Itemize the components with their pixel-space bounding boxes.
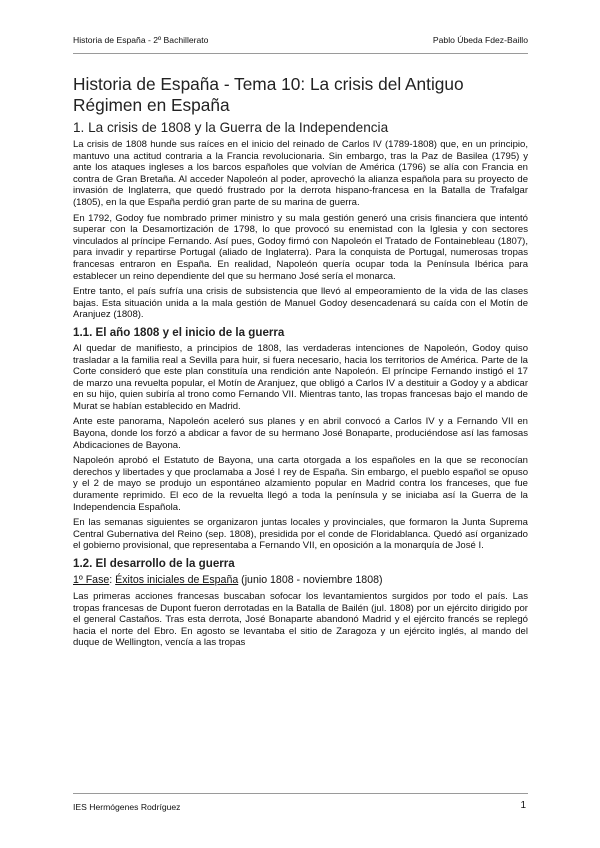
section-1-heading: 1. La crisis de 1808 y la Guerra de la Independencia bbox=[73, 120, 389, 135]
phase-1-dates: (junio 1808 - noviembre 1808) bbox=[238, 574, 383, 586]
page-content bbox=[73, 74, 528, 653]
phase-1-title: Éxitos iniciales de España bbox=[115, 574, 239, 586]
section-1-1-heading: 1.1. El año 1808 y el inicio de la guerra bbox=[73, 325, 285, 339]
section-1-paragraph-2: En 1792, Godoy fue nombrado primer ministro y su mala gestión generó una crisis financiera que intentó superar con la Desamortización de 1798, lo que provocó su enemistad con la Iglesia y con sectores vinculados al príncipe Fernando. Así pues, Godoy firmó con Napoleón el Tratado de Fontainebleau (1807), para invadir y repartirse Portugal (aliado de Inglaterra). Para la conquista de Portugal, numerosas tropas francesas entraron en España. En realidad, Napoleón quería ocupar toda la Península Ibérica para establecer un reino dependiente del que su hermano José sería el monarca. bbox=[73, 212, 528, 282]
page-footer bbox=[73, 793, 528, 816]
section-1-1-paragraph-4: En las semanas siguientes se organizaron juntas locales y provinciales, que formaron la Junta Suprema Central Gubernativa del Reino (sep. 1808), presidida por el conde de Floridablanca. Quedó así organizado el gobierno provisional, que representaba a Fernando VII, en oposición a la monarquía de José I. bbox=[73, 517, 528, 552]
phase-1-label: 1º Fase bbox=[73, 574, 110, 586]
section-1-paragraph-1: La crisis de 1808 hunde sus raíces en el inicio del reinado de Carlos IV (1789-1808) que, en un principio, mantuvo una actitud contraria a la Francia revolucionaria. Sin embargo, tras la Paz de Basilea (1795) y ante los ataques ingleses a los barcos españoles que volvían de América (1796) se alía con Francia en contra de Gran Bretaña. Al acceder Napoleón al poder, aprovechó la alianza española para su proyecto de invasión de Inglaterra, que quedó frustrado por la derrota hispano-francesa en la Batalla de Trafalgar (1805), en la que España perdió gran parte de su marina de guerra. bbox=[73, 139, 528, 208]
phase-1-separator: : bbox=[109, 574, 116, 586]
phase-1-line bbox=[73, 574, 528, 587]
section-1-2-paragraph-1: Las primeras acciones francesas buscaban sofocar los levantamientos surgidos por todo el país. Las tropas francesas de Dupont fueron derrotadas en la Batalla de Bailén (jul. 1808) por un ejército dirigido por el general Castaños. Tras esta derrota, José Bonaparte abandonó Madrid y el ejército francés se replegó hacia el norte del Ebro. En agosto se levantaba el sitio de Zaragoza y un ejército inglés, al mando del duque de Wellington, vencía a las tropas bbox=[73, 591, 528, 649]
page-header bbox=[73, 35, 528, 54]
section-1-1-paragraph-3: Napoleón aprobó el Estatuto de Bayona, una carta otorgada a los españoles en la que se reconocían derechos y libertades y que proclamaba a José I rey de España. Sin embargo, el pueblo español se opuso y el 2 de mayo se produjo un espontáneo alzamiento popular en Madrid contra los franceses, que fue duramente reprimido. El eco de la revuelta llegó a toda la península y se iniciaba así la Guerra de la Independencia Española. bbox=[73, 455, 528, 513]
section-1-1-paragraph-2: Ante este panorama, Napoleón aceleró sus planes y en abril convocó a Carlos IV y a Fernando VII en Bayona, donde los forzó a abdicar a favor de su hermano José Bonaparte, produciéndose así las famosas Abdicaciones de Bayona. bbox=[73, 416, 528, 451]
footer-school-name: IES Hermógenes Rodríguez bbox=[73, 802, 181, 812]
section-1-1-paragraph-1: Al quedar de manifiesto, a principios de 1808, las verdaderas intenciones de Napoleón, Godoy quiso trasladar a la familia real a Sevilla para huir, si fuera necesario, hacia los territorios de América. Parte de la Corte consideró que este plan constituía una rendición ante Napoleón. El príncipe Fernando instigó el 17 de marzo una revuelta popular, el Motín de Aranjuez, que obligó a Carlos IV a destituir a Godoy y a abdicar en su hijo, quien subiría al trono como Fernando VII. Mientras tanto, las tropas francesas bajo el mando de Murat se habían establecido en Madrid. bbox=[73, 342, 528, 412]
document-title: Historia de España - Tema 10: La crisis del Antiguo Régimen en España bbox=[73, 74, 464, 115]
header-course-title: Historia de España - 2º Bachillerato bbox=[73, 35, 209, 45]
section-1-2-heading: 1.2. El desarrollo de la guerra bbox=[73, 557, 235, 570]
page-number: 1 bbox=[520, 800, 526, 811]
header-author: Pablo Úbeda Fdez-Baillo bbox=[432, 35, 528, 45]
section-1-paragraph-3: Entre tanto, el país sufría una crisis de subsistencia que llevó al empeoramiento de la vida de las clases bajas. Esta situación unida a la mala gestión de Manuel Godoy desencadenará su caída con el Motín de Aranjuez (1808). bbox=[73, 286, 528, 321]
